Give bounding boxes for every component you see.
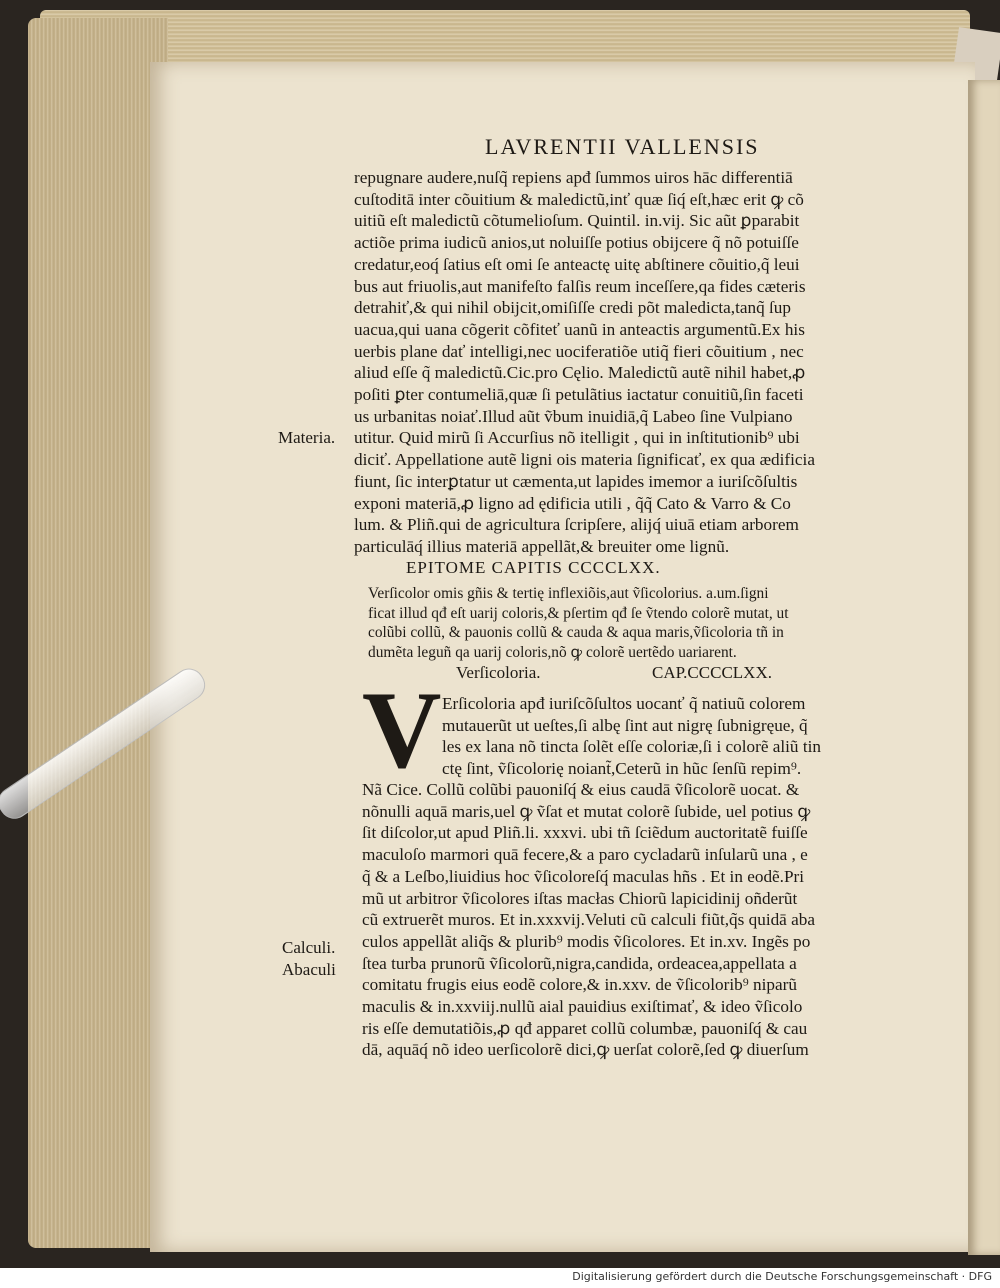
text-line: fiunt, ſic interꝑtatur ut cæmenta,ut lapides imemor a iuriſcõſultis	[354, 471, 798, 491]
text-line: mũ ut arbitror ṽſicolores iſtas macłas Chiorũ lapicidinĳ oñderũt	[362, 888, 798, 908]
text-line: bus aut friuolis,aut manifeſto falſis reum inceſſere,qa fides cæteris	[354, 276, 806, 296]
text-line: particulāq́ illius materiā appellãt,& breuiter ome lignũ.	[354, 536, 730, 556]
text-line: mutauerũt ut ueſtes,ſi albę ſint aut nigrę ſubnigręue, q̃	[442, 715, 808, 735]
book-fore-edge	[28, 18, 168, 1248]
text-line: nõnulli aquā maris,uel ꝙ ṽſat et mutat colorẽ ſubide, uel potius ꝙ	[362, 801, 811, 821]
text-line: ſtea turba prunorũ ṽſicolorũ,nigra,candida, ordeacea,appellata a	[362, 953, 797, 973]
text-line: maculoſo marmori quā fecere,& a paro cycladarũ inſularũ una , e	[362, 845, 808, 865]
chapter-subhead-left: Verſicoloria.	[456, 663, 541, 682]
text-line: dā, aquāq́ nõ ideo uerſicolorẽ dici,ꝙ uerſat colorẽ,ſed ꝙ diuerſum	[362, 1040, 809, 1060]
text-line: uacua,qui uana cõgerit cõfiteť uanũ in anteactis argumentũ.Ex his	[354, 319, 805, 339]
chapter-subhead-right: CAP.CCCCLXX.	[652, 663, 772, 682]
text-line: comitatu frugis eius eodẽ colore,& in.xxv. de ṽſicolorib⁹ niparũ	[362, 975, 797, 995]
decorated-initial: V	[362, 669, 442, 791]
text-line: cuſtoditā inter cõuitium & maledictũ,inť quæ ſiq́ eſt,hæc erit ꝙ cõ	[354, 189, 804, 209]
text-line: ctę ſint, ṽſicolorię noiant̃,Ceterũ in hũc ſenſũ repim⁹.	[442, 758, 802, 778]
margin-note-abaculi: Abaculi	[282, 960, 336, 979]
text-line: diciť. Appellatione autẽ ligni ois materia ſignificať, ex qua ædificia	[354, 450, 815, 470]
text-line: Verſicolor omis gñis & tertię inflexiõis,aut ṽſicolorius. a.um.ſigni	[368, 585, 769, 602]
text-line: cũ extruerẽt muros. Et in.xxxvij.Veluti cũ calculi fiũt,q̃s quidā aba	[362, 910, 815, 930]
text-line: Erſicoloria apđ iuriſcõſultos uocanť q̃ natiuũ colorem	[442, 694, 806, 713]
text-line: ris eſſe demutatiõis,ꝓ qđ apparet collũ columbæ, pauoniſq́ & cau	[362, 1018, 808, 1038]
text-line: Nã Cice. Collũ colũbi pauoniſq́ & eius caudā ṽſicolorẽ uocat. &	[362, 780, 800, 799]
text-line: repugnare audere,nuſq̃ repiens apđ ſummos uiros hāc differentiā	[354, 168, 793, 187]
text-line: utitur. Quid mirũ ſi Accurſius nõ itelligit , qui in inſtitutionib⁹ ubi	[354, 428, 800, 448]
book-top-edge	[40, 10, 970, 70]
text-line: actiõe prima iudicũ anios,ut noluiſſe potius obijcere q̃ nõ potuiſſe	[354, 233, 799, 253]
footer-bar	[0, 1268, 1000, 1288]
text-line: exponi materiā,ꝓ ligno ad ędificia utili , q̃q̃ Cato & Varro & Co	[354, 493, 791, 513]
text-line: maculis & in.xxviij.nullũ aial pauidius exiſtimať, & ideo ṽſicolo	[362, 997, 803, 1016]
text-line: poſiti ꝑter contumeliā,quæ ſi petulãtius iactatur conuitiũ,ſin faceti	[354, 385, 804, 404]
right-page-edge	[968, 80, 1000, 1255]
text-line: uitiũ eſt maledictũ cõtumelioſum. Quintil. in.vij. Sic aũt ꝑparabit	[354, 211, 800, 231]
text-line: uerbis plane dať intelligi,nec uociferatiõe utiq̃ fieri cõuitium , nec	[354, 341, 804, 361]
text-line: ficat illud qđ eſt uarĳ coloris,& pſertim qđ ſe ṽtendo colorẽ mutat, ut	[368, 604, 789, 622]
text-line: q̃ & a Leſbo,liuidius hoc ṽſicoloreſq́ maculas hñs . Et in eodẽ.Pri	[362, 866, 805, 886]
text-line: colũbi collũ, & pauonis collũ & cauda & aqua maris,ṽſicoloria tñ in	[368, 624, 784, 641]
margin-note-materia: Materia.	[278, 428, 336, 447]
text-line: lum. & Pliñ.qui de agricultura ſcripſere, alijq́ uiuā etiam arborem	[354, 515, 799, 535]
text-line: les ex lana nõ tincta ſolẽt eſſe coloriæ,ſi i colorẽ aliũ tin	[442, 737, 821, 756]
margin-note-calculi: Calculi.	[282, 938, 336, 957]
text-line: ſit diſcolor,ut apud Pliñ.li. xxxvi. ubi tñ ſciẽdum auctoritatẽ fuiſſe	[362, 823, 808, 843]
footer-credit: Digitalisierung gefördert durch die Deutsche Forschungsgemeinschaft · DFG	[572, 1270, 992, 1283]
epitome-title: EPITOME CAPITIS CCCCLXX.	[406, 558, 661, 577]
text-line: aliud eſſe q̃ maledictũ.Cic.pro Cęlio. Maledictũ autẽ nihil habet,ꝓ	[354, 363, 806, 383]
running-header: LAVRENTII VALLENSIS	[485, 134, 760, 159]
text-line: credatur,eoq́ ſatius eſt omi ſe anteactę uitę abſtinere cõuitio,q̃ leui	[354, 254, 800, 274]
text-line: dumẽta leguñ qa uarĳ coloris,nõ ꝙ colorẽ uertẽdo uariarent.	[368, 643, 737, 661]
text-line: culos appellãt aliq̃s & plurib⁹ modis ṽſicolores. Et in.xv. Ingẽs po	[362, 931, 811, 951]
text-line: us urbanitas noiať.Illud aũt ṽbum inuidiā,q̃ Labeo ſine Vulpiano	[354, 406, 793, 426]
text-line: detrahiť,& qui nihil obijcit,omiſiſſe credi põt maledicta,tanq̃ ſup	[354, 298, 791, 318]
